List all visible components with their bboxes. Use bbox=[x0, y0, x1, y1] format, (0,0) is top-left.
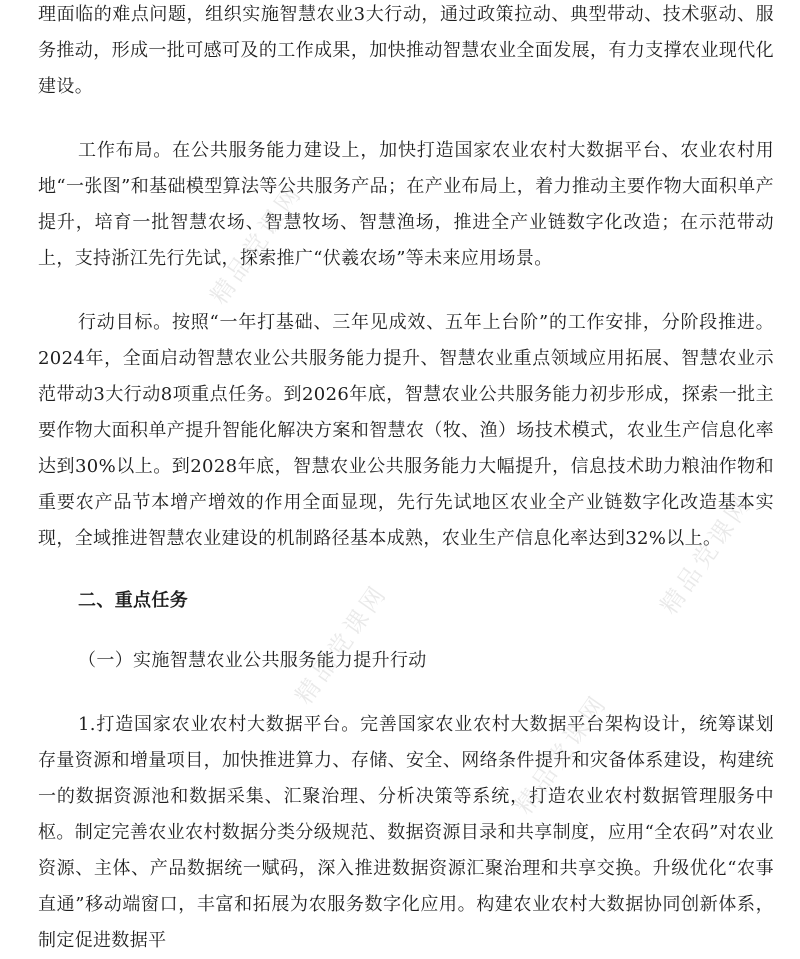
section-heading-key-tasks: 二、重点任务 bbox=[78, 590, 189, 611]
paragraph-intro-tail: 理面临的难点问题，组织实施智慧农业3大行动，通过政策拉动、典型带动、技术驱动、服务推动，形成一批可感可及的工作成果，加快推动智慧农业全面发展，有力支撑农业现代化建设。 bbox=[38, 4, 774, 97]
document-body bbox=[38, 0, 774, 959]
paragraph-action-goals: 行动目标。按照“一年打基础、三年见成效、五年上台阶”的工作安排，分阶段推进。2024年，全面启动智慧农业公共服务能力提升、智慧农业重点领域应用拓展、智慧农业示范带动3大行动8项重点任务。到2026年底，智慧农业公共服务能力初步形成，探索一批主要作物大面积单产提升智能化解决方案和智慧农（牧、渔）场技术模式，农业生产信息化率达到30%以上。到2028年底，智慧农业公共服务能力大幅提升，信息技术助力粮油作物和重要农产品节本增产增效的作用全面显现，先行先试地区农业全产业链数字化改造基本实现，全域推进智慧农业建设的机制路径基本成熟，农业生产信息化率达到32%以上。 bbox=[38, 312, 774, 549]
watermark-text: 精品党课网 bbox=[509, 688, 614, 820]
paragraph-work-layout: 工作布局。在公共服务能力建设上，加快打造国家农业农村大数据平台、农业农村用地“一张图”和基础模型算法等公共服务产品；在产业布局上，着力推动主要作物大面积单产提升，培育一批智慧农场、智慧牧场、智慧渔场，推进全产业链数字化改造；在示范带动上，支持浙江先行先试，探索推广“伏羲农场”等未来应用场景。 bbox=[38, 140, 774, 269]
paragraph-big-data-platform: 1.打造国家农业农村大数据平台。完善国家农业农村大数据平台架构设计，统筹谋划存量资源和增量项目，加快推进算力、存储、安全、网络条件提升和灾备体系建设，构建统一的数据资源池和数据采集、汇聚治理、分析决策等系统，打造农业农村数据管理服务中枢。制定完善农业农村数据分类分级规范、数据资源目录和共享制度，应用“全农码”对农业资源、主体、产品数据统一赋码，深入推进数据资源汇聚治理和共享交换。升级优化“农事直通”移动端窗口，丰富和拓展为农服务数字化应用。构建农业农村大数据协同创新体系，制定促进数据平 bbox=[38, 714, 774, 951]
watermark-text: 精品党课网 bbox=[654, 488, 759, 620]
subsection-heading-public-service: （一）实施智慧农业公共服务能力提升行动 bbox=[78, 650, 427, 671]
watermark-text: 精品党课网 bbox=[289, 578, 394, 710]
watermark-text: 精品党课网 bbox=[204, 178, 309, 310]
